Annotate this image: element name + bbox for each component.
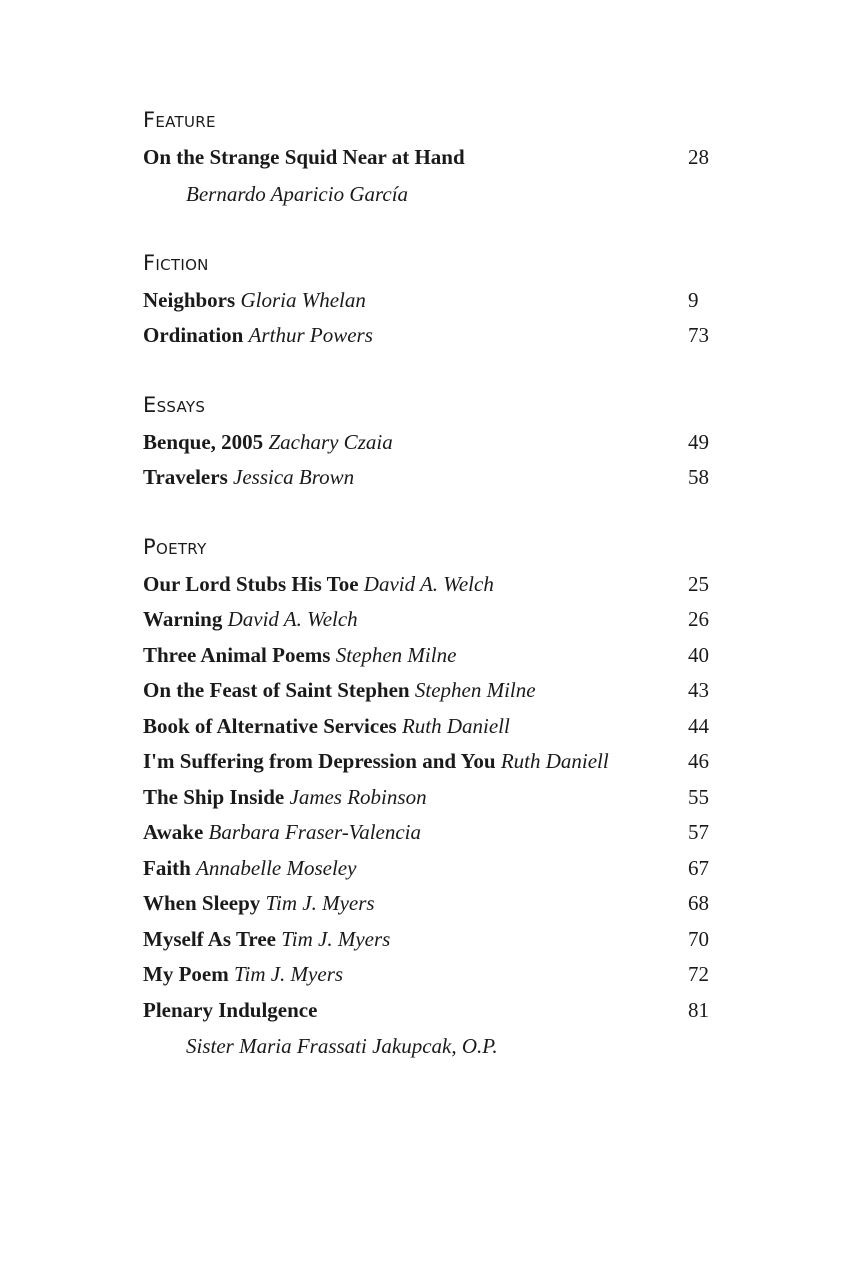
entry-author: David A. Welch xyxy=(363,571,494,596)
entry-author: Zachary Czaia xyxy=(268,429,393,454)
entry-author: Jessica Brown xyxy=(233,465,355,489)
section-heading: Poetry xyxy=(143,534,207,559)
toc-entry[interactable] xyxy=(143,283,718,319)
entry-author: Tim J. Myers xyxy=(265,891,375,915)
entry-author: Gloria Whelan xyxy=(240,287,366,312)
entry-page: 25 xyxy=(688,571,709,596)
entry-title: Benque, 2005 xyxy=(143,429,264,454)
entry-title: Faith xyxy=(143,855,191,880)
entry-title: Three Animal Poems xyxy=(143,642,331,667)
entry-title: Book of Alternative Services xyxy=(143,713,397,738)
entry-title: Plenary Indulgence xyxy=(143,997,318,1022)
entry-page: 26 xyxy=(688,607,709,631)
section-heading: Feature xyxy=(143,108,216,132)
entry-author: Annabelle Moseley xyxy=(196,855,357,880)
entry-page: 55 xyxy=(688,784,709,809)
toc-entry[interactable] xyxy=(143,780,718,816)
entry-page: 73 xyxy=(688,323,709,347)
section-essays xyxy=(143,391,718,496)
entry-page: 70 xyxy=(688,926,709,951)
toc-entry[interactable] xyxy=(143,638,718,674)
entry-title: On the Strange Squid Near at Hand xyxy=(143,145,465,169)
entry-page: 68 xyxy=(688,891,709,915)
toc-entry[interactable] xyxy=(143,567,718,603)
section-heading: Essays xyxy=(143,392,206,417)
entry-author: Stephen Milne xyxy=(335,642,457,667)
entry-title: Travelers xyxy=(143,465,228,489)
toc-entry[interactable] xyxy=(143,425,718,461)
toc-entry[interactable] xyxy=(143,957,718,993)
entry-title: My Poem xyxy=(143,962,229,986)
entry-author-line: Bernardo Aparicio García xyxy=(186,181,409,206)
entry-title: Our Lord Stubs His Toe xyxy=(143,571,359,596)
entry-author: Arthur Powers xyxy=(248,323,373,347)
entry-title: Ordination xyxy=(143,323,244,347)
entry-page: 57 xyxy=(688,820,709,844)
toc-entry[interactable] xyxy=(143,886,718,922)
entry-page: 72 xyxy=(688,962,709,986)
toc-entry[interactable] xyxy=(143,922,718,958)
entry-title: Awake xyxy=(143,820,204,844)
entry-author: Barbara Fraser-Valencia xyxy=(208,820,422,844)
entry-title: Neighbors xyxy=(143,287,236,312)
entry-title: Myself As Tree xyxy=(143,926,276,951)
toc-entry[interactable] xyxy=(143,993,718,1029)
entry-page: 81 xyxy=(688,997,709,1022)
entry-page: 43 xyxy=(688,678,709,702)
entry-author: David A. Welch xyxy=(227,607,358,631)
entry-author: Ruth Daniell xyxy=(401,713,510,738)
section-poetry xyxy=(143,533,718,1065)
toc-entry[interactable] xyxy=(143,744,718,780)
entry-title: The Ship Inside xyxy=(143,784,285,809)
entry-author: Tim J. Myers xyxy=(233,962,344,986)
entry-author-line: Sister Maria Frassati Jakupcak, O.P. xyxy=(186,1034,498,1058)
entry-page: 46 xyxy=(688,749,709,773)
entry-page: 67 xyxy=(688,855,709,880)
toc-entry[interactable] xyxy=(143,318,718,354)
entry-page: 49 xyxy=(688,429,709,454)
entry-page: 44 xyxy=(688,713,709,738)
entry-title: Warning xyxy=(143,607,223,631)
toc-entry[interactable] xyxy=(143,602,718,638)
toc-entry[interactable] xyxy=(143,460,718,496)
entry-page: 40 xyxy=(688,642,709,667)
table-of-contents xyxy=(143,106,718,1101)
entry-author: James Robinson xyxy=(289,784,427,809)
toc-entry[interactable] xyxy=(143,851,718,887)
entry-page: 58 xyxy=(688,465,709,489)
entry-page: 28 xyxy=(688,145,709,169)
section-feature xyxy=(143,106,718,212)
entry-page: 9 xyxy=(688,287,699,312)
entry-author: Tim J. Myers xyxy=(281,926,391,951)
toc-entry[interactable] xyxy=(143,140,718,176)
toc-entry[interactable] xyxy=(143,815,718,851)
entry-author: Ruth Daniell xyxy=(500,749,609,773)
entry-title: On the Feast of Saint Stephen xyxy=(143,678,410,702)
section-fiction xyxy=(143,249,718,354)
toc-entry[interactable] xyxy=(143,709,718,745)
toc-entry[interactable] xyxy=(143,673,718,709)
section-heading: Fiction xyxy=(143,250,209,275)
entry-title: When Sleepy xyxy=(143,891,261,915)
entry-title: I'm Suffering from Depression and You xyxy=(143,749,496,773)
entry-author: Stephen Milne xyxy=(414,678,536,702)
